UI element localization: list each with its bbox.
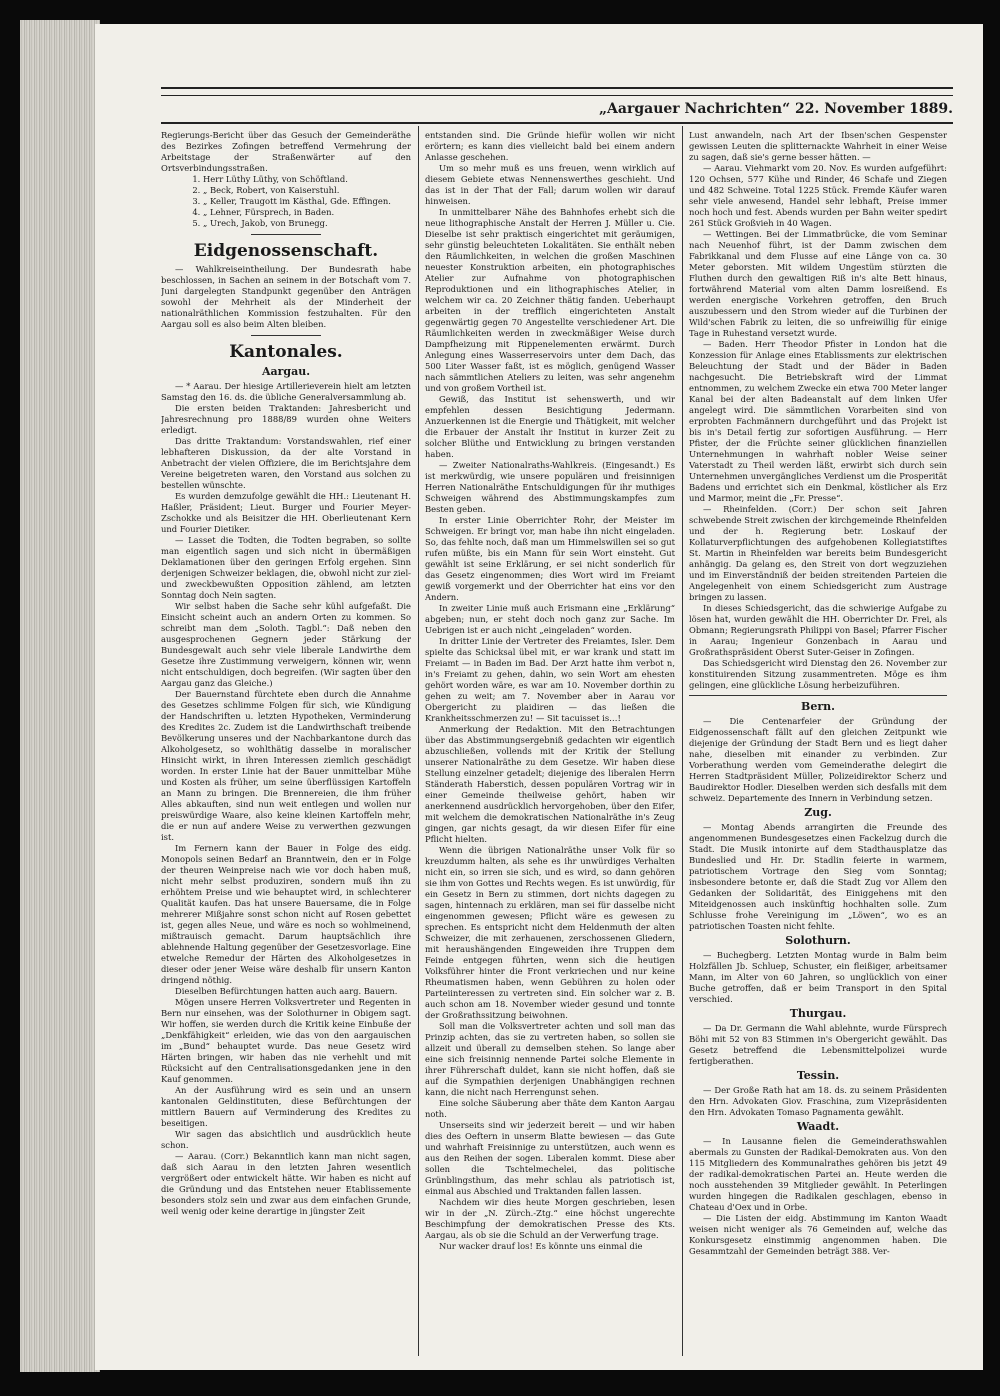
subheading-zug: Zug. [804, 806, 832, 819]
subheading-tessin: Tessin. [796, 1069, 840, 1082]
article-paragraph: — Zweiter Nationalraths-Wahlkreis. (Eingesandt.) Es ist merkwürdig, wie unsere populären und freisinnigen Herren Nationalräthe Entschuldigungen für ihr muthiges Schweigen während des Abstimmungskampfes zum Besten geben. [425, 460, 675, 514]
list-item: 3. „ Keller, Traugott im Kästhal, Gde. Effingen. [203, 196, 411, 207]
article-paragraph: Das dritte Traktandum: Vorstandswahlen, rief einer lebhafteren Diskussion, da der alte Vorstand in Anbetracht der vielen Offiziere, die im Berichtsjahre dem Vereine beigetreten waren, den Vorstand aus solchen zu bestellen wünschte. [161, 436, 411, 490]
article-paragraph: — Montag Abends arrangirten die Freunde des angenommenen Bundesgesetzes einen Fackelzug durch die Stadt. Die Musik intonirte auf dem Stadthausplatze das Bundeslied und Hr. Dr. Stadlin feierte in warmem, patriotischem Vortrage den Sieg vom Sonntag; insbesondere betonte er, daß die Stadt Zug vor Allem den Gedanken der Solidarität, des Einiggehens mit den Miteidgenossen auch inskünftig hochhalten solle. Zum Schlusse frohe Vereinigung im „Löwen“, wo es an patriotischen Toasten nicht fehlte. [689, 822, 947, 931]
article-paragraph: Anmerkung der Redaktion. Mit den Betrachtungen über das Abstimmungsergebniß gedachten wir eigentlich abzuschließen, vollends mit der Kritik der Stellung unserer Nationalräthe zu dem Gesetze. Wir haben diese Stellung einzelner getadelt; diejenige des liberalen Herrn Ständerath Haberstich, dessen populären Vortrag wir in einer Gemeinde theilweise gehört, haben wir anerkennend ausdrücklich hervorgehoben, über den Eifer, mit welchem die demokratischen Nationalräthe in's Zeug gingen, gar nichts gesagt, da wir diesen Eifer für eine Pflicht hielten. [425, 724, 675, 844]
header-title: „Aargauer Nachrichten“ 22. November 1889. [598, 101, 953, 117]
section-heading-kantonales: Kantonales. [229, 342, 343, 362]
section-heading-eidgenossenschaft: Eidgenossenschaft. [193, 241, 379, 261]
article-paragraph: In zweiter Linie muß auch Erismann eine „Erklärung“ abgeben; nun, er steht doch noch ganz zur Sache. Im Uebrigen ist er auch nicht „eingeladen“ worden. [425, 603, 675, 635]
article-paragraph: — * Aarau. Der hiesige Artillerieverein hielt am letzten Samstag den 16. ds. die übliche Generalversammlung ab. [161, 381, 411, 402]
article-paragraph: — Lasset die Todten, die Todten begraben, so sollte man eigentlich sagen und sich nicht in übermäßigen Deklamationen über den geringen Erfolg ergehen. Sinn derjenigen Schweizer beklagen, die, obwohl nicht zur ziel- und zweckbewußten Opposition zählend, am letzten Sonntag doch Nein sagten. [161, 535, 411, 600]
article-paragraph: Nachdem wir dies heute Morgen geschrieben, lesen wir in der „N. Zürch.-Ztg.“ eine höchst ungerechte Beschimpfung der demokratischen Presse des Kts. Aargau, als ob sie die Schuld an der Verwerfung trage. [425, 1197, 675, 1240]
candidate-list [161, 174, 411, 229]
column-left [161, 130, 411, 1356]
article-paragraph: — Aarau. (Corr.) Bekanntlich kann man nicht sagen, daß sich Aarau in den letzten Jahren wesentlich vergrößert oder entwickelt hätte. Wir haben es nicht auf die Gründung und das Entstehen neuer Etablissemente besonders stolz sein und zwar aus dem einfachen Grunde, weil wenig oder keine derartige in jüngster Zeit [161, 1151, 411, 1216]
article-paragraph: — Wettingen. Bei der Limmatbrücke, die vom Seminar nach Neuenhof führt, ist der Damm zwischen dem Fabrikkanal und dem Flusse auf eine Länge von ca. 30 Meter geborsten. Mit wildem Ungestüm stürzten die Fluthen durch den gewaltigen Riß in's alte Bett hinaus, fortwährend Material vom alten Damm losreißend. Es werden energische Vorkehren getroffen, den Bruch auszubessern und den Strom wieder auf die Turbinen der Wild'schen Fabrik zu leiten, die so unfreiwillig für einige Tage in Ruhestand versetzt wurde. [689, 229, 947, 338]
subheading-waadt: Waadt. [796, 1120, 840, 1133]
article-paragraph: Mögen unsere Herren Volksvertreter und Regenten in Bern nur einsehen, was der Solothurner in Obigem sagt. Wir hoffen, sie werden durch die Kritik keine Einbuße der „Denkfähigkeit“ erleiden, wie das von den aargauischen im „Bund“ behauptet wurde. Das neue Gesetz wird Härten bringen, wir haben das nie verhehlt und mit Rücksicht auf den Centralisationsgedanken jene in den Kauf genommen. [161, 997, 411, 1084]
article-paragraph: — Wahlkreiseintheilung. Der Bundesrath habe beschlossen, in Sachen an seinem in der Botschaft vom 7. Juni dargelegten Standpunkt gegenüber den Anträgen sowohl der Mehrheit als der Minderheit der nationalräthlichen Kommission festzuhalten. Für den Aargau soll es also beim Alten bleiben. [161, 264, 411, 329]
article-paragraph: Unserseits sind wir jederzeit bereit — und wir haben dies des Oeftern in unserm Blatte bewiesen — das Gute und wahrhaft Freisinnige zu unterstützen, auch wenn es aus den Reihen der sogen. Liberalen kommt. Diese aber sollen die Tschtelmechelei, das politische Grünblingsthum, das mehr schlau als patriotisch ist, einmal aus Abschied und Traktanden fallen lassen. [425, 1120, 675, 1196]
article-paragraph: An der Ausführung wird es sein und an unsern kantonalen Geldinstituten, diese Befürchtungen der mittlern Bauern auf Verminderung des Kredites zu beseitigen. [161, 1085, 411, 1128]
article-paragraph: — Der Große Rath hat am 18. ds. zu seinem Präsidenten den Hrn. Advokaten Giov. Fraschina, zum Vizepräsidenten den Hrn. Advokaten Tomaso Pagnamenta gewählt. [689, 1085, 947, 1117]
article-paragraph: Im Fernern kann der Bauer in Folge des eidg. Monopols seinen Bedarf an Branntwein, den er in Folge der theuren Weinpreise nach wie vor doch haben muß, nicht mehr selbst produziren, sondern muß ihn zu erhöhtem Preise und wie behauptet wird, in schlechterer Qualität kaufen. Das hat unsere Bauersame, die in Folge mehrerer Mißjahre sonst schon nicht auf Rosen gebettet ist, gegen alles Neue, und wäre es noch so wohlmeinend, mißtrauisch gemacht. Darum hauptsächlich ihre ablehnende Haltung gegenüber der Gesetzesvorlage. Eine etwelche Remedur der Härten des Alkoholgesetzes in dieser oder jener Weise wäre deshalb für unsern Kanton dringend nöthig. [161, 843, 411, 985]
subheading-solothurn: Solothurn. [785, 934, 851, 947]
column-right [689, 130, 947, 1356]
article-paragraph: — Rheinfelden. (Corr.) Der schon seit Jahren schwebende Streit zwischen der kirchgemeinde Rheinfelden und der h. Regierung betr. Loskauf der Kollaturverpflichtungen des aufgehobenen Kollegiatstiftes St. Martin in Rheinfelden war bereits beim Bundesgericht anhängig. Da gelang es, den Streit von dort wegzuziehen und im Einverständniß der beiden streitenden Parteien die Angelegenheit von einem Schiedsgericht zum Austrage bringen zu lassen. [689, 504, 947, 602]
newspaper-page [95, 24, 983, 1370]
article-paragraph: In dieses Schiedsgericht, das die schwierige Aufgabe zu lösen hat, wurden gewählt die HH. Oberrichter Dr. Frei, als Obmann; Regierungsrath Philippi von Basel; Pfarrer Fischer in Aarau; Ingenieur Gonzenbach in Aarau und Großrathspräsident Oberst Suter-Geiser in Zofingen. [689, 603, 947, 657]
article-paragraph: Das Schiedsgericht wird Dienstag den 26. November zur konstituirenden Sitzung zusammentreten. Möge es ihm gelingen, eine glückliche Lösung herbeizuführen. [689, 658, 947, 690]
article-paragraph: Gewiß, das Institut ist sehenswerth, und wir empfehlen dessen Besichtigung Jedermann. Anzuerkennen ist die Energie und Thätigkeit, mit welcher die Erbauer der Anstalt ihr Institut in kurzer Zeit zu solcher Blüthe und Entwicklung zu bringen verstanden haben. [425, 394, 675, 459]
article-paragraph: In dritter Linie der Vertreter des Freiamtes, Isler. Dem spielte das Schicksal übel mit, er war krank und statt im Freiamt — in Baden im Bad. Der Arzt hatte ihm verbot n, in's Freiamt zu gehen, dahin, wo sein Wort am ehesten gehört worden wäre, es war am 10. November dorthin zu gehen zu weit; am 7. November aber in Aarau vor Obergericht zu plaidiren — das ließen die Krankheitsschmerzen zu! — Sit tacuisset is…! [425, 636, 675, 723]
article-paragraph: entstanden sind. Die Gründe hiefür wollen wir nicht erörtern; es kann dies vielleicht bald bei einem andern Anlasse geschehen. [425, 130, 675, 162]
article-paragraph: Der Bauernstand fürchtete eben durch die Annahme des Gesetzes schlimme Folgen für sich, wie Kündigung der Handschriften u. letzten Hypotheken, Verminderung des Kredites 2c. Zudem ist die Landwirthschaft treibende Bevölkerung unseres und der Nachbarkantone durch das Alkoholgesetz, so wohlthätig dasselbe in moralischer Hinsicht wirkt, in ihren Interessen ziemlich geschädigt worden. In erster Linie hat der Bauer unmittelbar Mühe und Kosten als früher, um seine überflüssigen Kartoffeln an Mann zu bringen. Die Brennereien, die ihm früher Alles abkauften, sind nun weit entlegen und wollen nur preiswürdige Waare, also keine kleinen Kartoffeln mehr, die er nun auf andere Weise zu verwerthen gezwungen ist. [161, 689, 411, 842]
subheading-bern: Bern. [801, 700, 835, 713]
column-divider [418, 126, 419, 1356]
article-paragraph: Wir selbst haben die Sache sehr kühl aufgefaßt. Die Einsicht scheint auch an andern Orten zu kommen. So schreibt man dem „Soloth. Tagbl.“: Daß neben den ausgesprochenen Gegnern jeder Stärkung der Bundesgewalt auch sehr viele liberale Landwirthe dem Gesetze ihre Zustimmung verweigern, können wir, wenn nicht entschuldigen, doch begreifen. (Wir sagten über den Aargau ganz das Gleiche.) [161, 601, 411, 688]
list-item: 4. „ Lehner, Fürsprech, in Baden. [203, 207, 411, 218]
column-divider [682, 126, 683, 1356]
article-paragraph: — Aarau. Viehmarkt vom 20. Nov. Es wurden aufgeführt: 120 Ochsen, 577 Kühe und Rinder, 46 Schafe und Ziegen und 482 Schweine. Total 1225 Stück. Fremde Käufer waren sehr viele anwesend, Handel sehr lebhaft, Preise immer noch hoch und fest. Abends wurden per Bahn weiter spedirt 261 Stück Großvieh in 40 Wagen. [689, 163, 947, 228]
article-paragraph: Wir sagen das absichtlich und ausdrücklich heute schon. [161, 1129, 411, 1150]
article-paragraph: Eine solche Säuberung aber thäte dem Kanton Aargau noth. [425, 1098, 675, 1119]
article-paragraph: — Baden. Herr Theodor Pfister in London hat die Konzession für Anlage eines Etablissments zur elektrischen Beleuchtung der Stadt und der Bäder in Baden nachgesucht. Die Betriebskraft wird der Limmat entnommen, zu welchem Zwecke ein etwa 700 Meter langer Kanal bei der alten Badeanstalt auf dem linken Ufer angelegt wird. Die sämmtlichen Vorarbeiten sind von erprobten Fachmännern durchgeführt und das Projekt ist bis in's Detail fertig zur sofortigen Ausführung. — Herr Pfister, der die Früchte seiner glücklichen finanziellen Unternehmungen in wahrhaft nobler Weise seiner Vaterstadt zu Theil werden läßt, erwirbt sich durch sein Unternehmen unvergängliches Verdienst um die Prosperität Badens und errichtet sich ein Denkmal, köstlicher als Erz und Marmor, meint die „Fr. Presse“. [689, 339, 947, 503]
article-paragraph: Regierungs-Bericht über das Gesuch der Gemeinderäthe des Bezirkes Zofingen betreffend Vermehrung der Arbeitstage der Straßenwärter auf den Ortsverbindungsstraßen. [161, 130, 411, 173]
article-paragraph: Lust anwandeln, nach Art der Ibsen'schen Gespenster gewissen Leuten die splitternackte Wahrheit in einer Weise zu sagen, daß sie's gerne besser hätten. — [689, 130, 947, 162]
section-divider [689, 695, 947, 696]
subheading-aargau: Aargau. [261, 365, 311, 378]
subheading-thurgau: Thurgau. [789, 1007, 847, 1020]
list-item: 1. Herr Lüthy Lüthy, von Schöftland. [203, 174, 411, 185]
section-divider [251, 234, 321, 235]
article-paragraph: In unmittelbarer Nähe des Bahnhofes erhebt sich die neue lithographische Anstalt der Herren J. Müller u. Cie. Dieselbe ist sehr praktisch eingerichtet mit geräumigen, sehr günstig beleuchteten Lokalitäten. Sie enthält neben den Räumlichkeiten, in welchen die großen Maschinen neuester Konstruktion arbeiten, ein photographisches Atelier zur Aufnahme von photographischen Reproduktionen und ein lithographisches Atelier, in welchem wir ca. 20 Zeichner thätig fanden. Ueberhaupt arbeiten in der trefflich eingerichteten Anstalt gegenwärtig gegen 70 Angestellte verschiedener Art. Die Räumlichkeiten werden in zweckmäßiger Weise durch Dampfheizung mit Rippenelementen erwärmt. Durch Anlegung eines Wasserreservoirs unter dem Dach, das 500 Liter Wasser faßt, ist es möglich, genügend Wasser nach sämmtlichen Ateliers zu leiten, was sehr angenehm und von großem Vortheil ist. [425, 207, 675, 393]
article-paragraph: Soll man die Volksvertreter achten und soll man das Prinzip achten, das sie zu vertreten haben, so sollen sie allzeit und überall zu demselben stehen. So lange aber eine sich freisinnig nennende Partei solche Elemente in ihrer Führerschaft duldet, kann sie nicht hoffen, daß sie auf die Sympathien derjenigen Unabhängigen rechnen kann, die nicht nach Herrengunst sehen. [425, 1021, 675, 1097]
page-header [161, 96, 953, 124]
header-rule [161, 87, 953, 96]
book-page-edges [20, 20, 100, 1372]
list-item: 5. „ Urech, Jakob, von Brunegg. [203, 218, 411, 229]
article-paragraph: Wenn die übrigen Nationalräthe unser Volk für so kreuzdumm halten, als sehe es ihr unwürdiges Verhalten nicht ein, so irren sie sich, und es wird, so dann gehören sie ihm von Gottes und Rechts wegen. Es ist unwürdig, für ein Gesetz in Bern zu stimmen, dort nichts dagegen zu sagen, hintennach zu erklären, man sei für dasselbe nicht eingenommen gewesen; Pflicht wäre es gewesen zu sprechen. Es entspricht nicht dem Heldenmuth der alten Schweizer, die mit zerhauenen, zerschossenen Gliedern, mit heraushängenden Eingeweiden ihre Truppen dem Feinde entgegen führten, wenn sich die heutigen Volksführer hinter die Front verkriechen und nur keine Rheumatismen haben, wenn Gebühren zu holen oder Parteiinteressen zu vertreten sind. Ein solcher war z. B. auch schon am 18. November wieder gesund und tonnte der Großrathssitzung beiwohnen. [425, 845, 675, 1020]
article-paragraph: — Da Dr. Germann die Wahl ablehnte, wurde Fürsprech Böhi mit 52 von 83 Stimmen in's Obergericht gewählt. Das Gesetz betreffend die Lebensmittelpolizei wurde fertigberathen. [689, 1023, 947, 1066]
article-paragraph: — In Lausanne fielen die Gemeinderathswahlen abermals zu Gunsten der Radikal-Demokraten aus. Von den 115 Mitgliedern des Kommunalrathes gehören bis jetzt 49 der radikal-demokratischen Partei an. Heute werden die noch ausstehenden 39 Mitglieder gewählt. In Peterlingen wurden hingegen die Radikalen geschlagen, ebenso in Chateau d'Oex und in Orbe. [689, 1136, 947, 1212]
article-paragraph: Um so mehr muß es uns freuen, wenn wirklich auf diesem Gebiete etwas Nennenswerthes geschieht. Und das ist in der That der Fall; darum wollen wir darauf hinweisen. [425, 163, 675, 206]
list-item: 2. „ Beck, Robert, von Kaiserstuhl. [203, 185, 411, 196]
section-divider [251, 335, 321, 336]
article-paragraph: — Buchegberg. Letzten Montag wurde in Balm beim Holzfällen Jb. Schluep, Schuster, ein fleißiger, arbeitsamer Mann, im Alter von 60 Jahren, so unglücklich von einer Buche getroffen, daß er beim Transport in den Spital verschied. [689, 950, 947, 1004]
article-paragraph: Es wurden demzufolge gewählt die HH.: Lieutenant H. Haßler, Präsident; Lieut. Burger und Fourier Meyer-Zschokke und als Beisitzer die HH. Oberlieutenant Kern und Fourier Dietiker. [161, 491, 411, 534]
article-paragraph: Dieselben Befürchtungen hatten auch aarg. Bauern. [175, 986, 398, 996]
article-paragraph: Die ersten beiden Traktanden: Jahresbericht und Jahresrechnung pro 1888/89 wurden ohne Weiters erledigt. [161, 403, 411, 435]
article-paragraph: Nur wacker drauf los! Es könnte uns einmal die [439, 1241, 643, 1251]
column-middle [425, 130, 675, 1356]
article-paragraph: — Die Listen der eidg. Abstimmung im Kanton Waadt weisen nicht weniger als 76 Gemeinden auf, welche das Konkursgesetz einstimmig angenommen haben. Die Gesammtzahl der Gemeinden beträgt 388. Ver- [689, 1213, 947, 1256]
article-paragraph: In erster Linie Oberrichter Rohr, der Meister im Schweigen. Er bringt vor, man habe ihn nicht eingeladen. So, das fehlte noch, daß man um Himmelswillen sei so gut rufen müßte, bis ein Mann für sein Wort einsteht. Gut gewählt ist seine Erklärung, er sei nicht sonderlich für das Gesetz eingenommen; dies Wort wird im Freiamt gewiß vorgemerkt und der Oberrichter hat eins vor den Andern. [425, 515, 675, 602]
article-paragraph: — Die Centenarfeier der Gründung der Eidgenossenschaft fällt auf den gleichen Zeitpunkt wie diejenige der Gründung der Stadt Bern und es liegt daher nahe, dieselben mit einander zu verbinden. Zur Vorberathung werden vom Gemeinderathe delegirt die Herren Stadtpräsident Müller, Polizeidirektor Scherz und Baudirektor Hodler. Dieselben werden sich desfalls mit dem schweiz. Departemente des Innern in Verbindung setzen. [689, 716, 947, 803]
